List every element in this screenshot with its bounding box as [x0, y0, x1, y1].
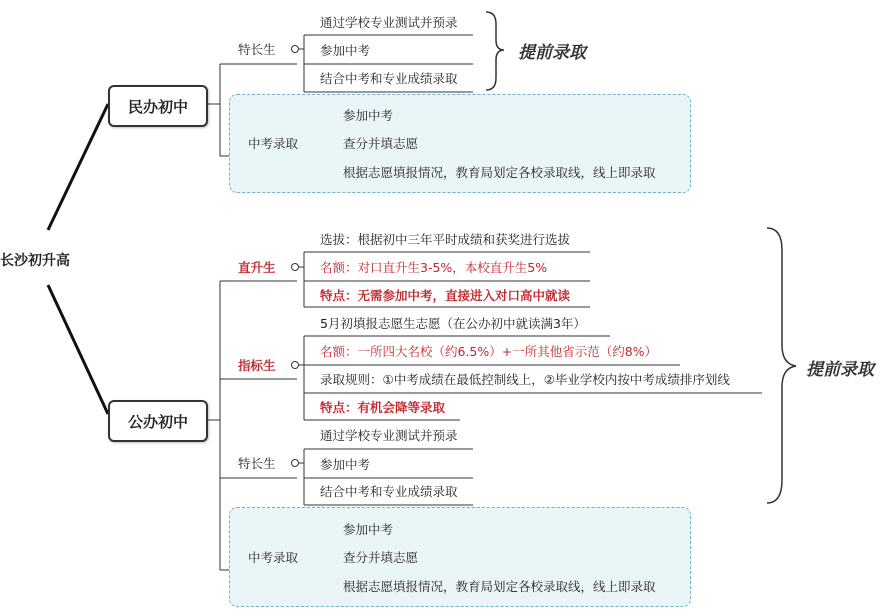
minban-techang-item-3: 结合中考和专业成绩录取 [320, 71, 458, 86]
gongban-zhongkao-label: 中考录取 [248, 550, 299, 565]
minban-advance-label: 提前录取 [518, 43, 586, 63]
minban-zhongkao-item-2: 查分并填志愿 [343, 136, 419, 151]
gongban-zhibiao-item-2: 名额：一所四大名校（约6.5%）+一所其他省示范（约8%） [320, 344, 658, 359]
minban-zhongkao-label: 中考录取 [248, 136, 299, 151]
gongban-advance-label: 提前录取 [806, 360, 874, 380]
gongban-zhibiao-label: 指标生 [238, 358, 276, 373]
minban-node: 民办初中 [108, 85, 208, 127]
gongban-techang-item-2: 参加中考 [320, 457, 371, 472]
gongban-node: 公办初中 [108, 400, 208, 442]
gongban-zhisheng-label: 直升生 [238, 260, 276, 275]
gongban-zhibiao-item-4: 特点：有机会降等录取 [320, 400, 446, 415]
minban-brace [486, 12, 504, 90]
gongban-techang-item-1: 通过学校专业测试并预录 [320, 428, 458, 443]
root-node: 长沙初升高 [0, 253, 70, 269]
gongban-zhongkao-item-2: 查分并填志愿 [343, 550, 419, 565]
gongban-zhongkao-item-1: 参加中考 [343, 522, 394, 537]
minban-zhongkao-item-1: 参加中考 [343, 108, 394, 123]
gongban-zhisheng-item-3: 特点：无需参加中考，直接进入对口高中就读 [320, 288, 571, 303]
gongban-techang-item-3: 结合中考和专业成绩录取 [320, 484, 458, 499]
root-to-gongban-line [48, 285, 108, 414]
root-to-minban-line [48, 104, 108, 230]
gongban-brace [767, 228, 796, 503]
gongban-techang-label: 特长生 [238, 456, 276, 471]
gongban-zhibiao-item-1: 5月初填报志愿生志愿（在公办初中就读满3年） [320, 316, 586, 331]
gongban-zhisheng-item-2: 名额：对口直升生3-5%，本校直升生5% [320, 260, 548, 275]
minban-techang-item-1: 通过学校专业测试并预录 [320, 15, 458, 30]
minban-techang-item-2: 参加中考 [320, 43, 371, 58]
minban-techang-label: 特长生 [238, 42, 276, 57]
gongban-zhongkao-item-3: 根据志愿填报情况，教育局划定各校录取线，线上即录取 [343, 579, 656, 594]
gongban-zhibiao-item-3: 录取规则：①中考成绩在最低控制线上，②毕业学校内按中考成绩排序划线 [320, 372, 730, 387]
minban-zhongkao-item-3: 根据志愿填报情况，教育局划定各校录取线，线上即录取 [343, 165, 656, 180]
gongban-zhisheng-item-1: 选拔：根据初中三年平时成绩和获奖进行选拔 [320, 232, 571, 247]
